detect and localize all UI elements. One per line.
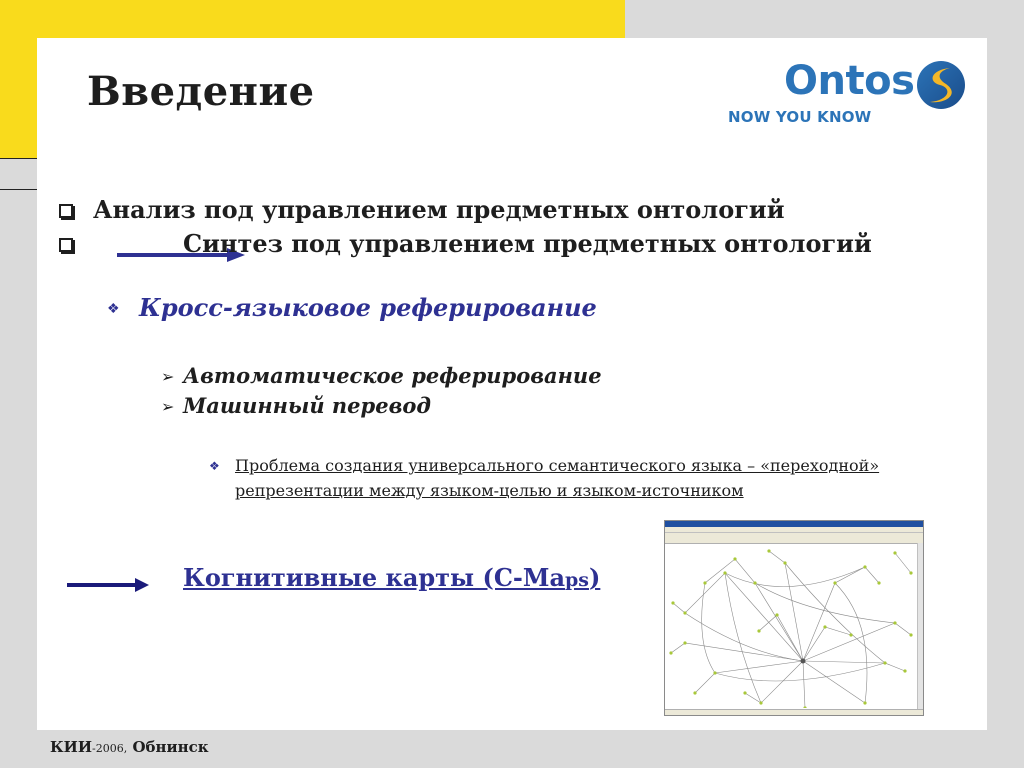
bullet-machine-translation: Машинный перевод [183,393,431,418]
slide-canvas [37,38,987,730]
right-arrow-icon [67,576,151,594]
arrowhead-bullet-icon: ➢ [161,397,175,416]
slide-title: Введение [87,68,315,115]
bullet-analysis: Анализ под управлением предметных онтологий [93,195,785,224]
arrowhead-bullet-icon: ➢ [161,367,175,386]
diamond-bullet-icon: ❖ [107,301,120,317]
top-gray-band [625,0,1024,38]
window-scrollbar[interactable] [917,543,923,710]
footer-city: Обнинск [127,738,209,756]
left-rule-line-bottom [0,189,37,190]
diamond-bullet-icon: ❖ [209,459,220,473]
logo-wordmark: Ontos [784,58,915,104]
footer-prefix: КИИ [50,738,92,756]
bullet-synthesis: Синтез под управлением предметных онтологий [183,229,872,258]
footer-year: -2006, [92,742,128,755]
left-gray-band [0,158,37,733]
cognitive-maps-link[interactable] [183,563,600,592]
bullet-semantic-language-problem: Проблема создания универсального семантического языка – «переходной» репрезентации между языком-целью и языком-источником [235,456,880,500]
left-rule-line-top [0,158,37,159]
graph-network-screenshot [664,520,924,716]
bullet-cross-lingual-summarization: Кросс-языковое реферирование [139,293,597,322]
network-graph-icon [665,543,917,708]
bullet-automatic-summarization: Автоматическое реферирование [183,363,602,388]
cmaps-label-close: ) [588,563,601,592]
logo-tagline: NOW YOU KNOW [728,108,872,126]
slide-footer [50,738,209,756]
cmaps-label-small: ps [565,569,589,591]
ontos-logo [727,58,967,128]
ontos-s-mark-icon [916,60,966,110]
cmaps-label-main: Когнитивные карты (C-Ma [183,563,565,592]
square-bullet-icon [59,204,73,218]
window-statusbar [665,709,923,715]
square-bullet-icon [59,238,73,252]
